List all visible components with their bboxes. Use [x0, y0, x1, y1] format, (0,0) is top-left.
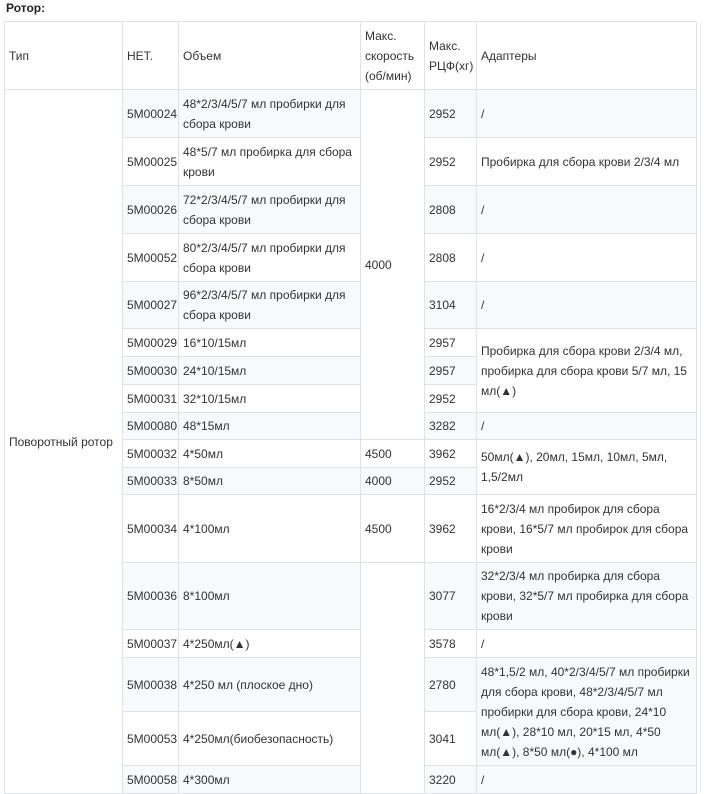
- header-adapters: Адаптеры: [477, 22, 697, 90]
- rcf-cell: 3041: [425, 712, 477, 766]
- rcf-cell: 3962: [425, 495, 477, 563]
- volume-cell: 8*100мл: [179, 563, 361, 630]
- rcf-cell: 3077: [425, 563, 477, 630]
- volume-cell: 4*250мл(биобезопасность): [179, 712, 361, 766]
- rcf-cell: 2808: [425, 234, 477, 282]
- speed-cell: 4500: [361, 440, 425, 468]
- ref-cell: 5M00024: [123, 90, 179, 138]
- ref-cell: 5M00058: [123, 766, 179, 794]
- adapter-cell: /: [477, 282, 697, 329]
- rcf-cell: 3282: [425, 413, 477, 440]
- adapter-cell: /: [477, 413, 697, 440]
- ref-cell: 5M00052: [123, 234, 179, 282]
- adapter-cell: 48*1,5/2 мл, 40*2/3/4/5/7 мл пробирки для сбора крови, 48*2/3/4/5/7 мл пробирки для сбора крови, 24*10 мл(▲), 28*10 мл, 20*15 мл, 4*50 мл(▲), 8*50 мл(●), 4*100 мл: [477, 658, 697, 766]
- header-ref: НЕТ.: [123, 22, 179, 90]
- volume-cell: 4*250мл(▲): [179, 630, 361, 658]
- ref-cell: 5M00025: [123, 138, 179, 186]
- volume-cell: 96*2/3/4/5/7 мл пробирки для сбора крови: [179, 282, 361, 329]
- speed-cell: 4000: [361, 90, 425, 440]
- ref-cell: 5M00031: [123, 385, 179, 413]
- ref-cell: 5M00027: [123, 282, 179, 329]
- table-row: [5, 90, 697, 138]
- rotor-table: [4, 21, 697, 794]
- ref-cell: 5M00030: [123, 357, 179, 385]
- adapter-cell: /: [477, 630, 697, 658]
- rcf-cell: 2957: [425, 329, 477, 357]
- table-header-row: [5, 22, 697, 90]
- volume-cell: 48*2/3/4/5/7 мл пробирки для сбора крови: [179, 90, 361, 138]
- speed-cell-empty: [361, 563, 425, 794]
- volume-cell: 4*100мл: [179, 495, 361, 563]
- speed-cell: 4000: [361, 468, 425, 495]
- volume-cell: 72*2/3/4/5/7 мл пробирки для сбора крови: [179, 186, 361, 234]
- ref-cell: 5M00029: [123, 329, 179, 357]
- scrollbar[interactable]: [700, 21, 711, 793]
- rcf-cell: 2952: [425, 385, 477, 413]
- ref-cell: 5M00053: [123, 712, 179, 766]
- adapter-cell: /: [477, 766, 697, 794]
- header-type: Тип: [5, 22, 123, 90]
- adapter-cell: 50мл(▲), 20мл, 15мл, 10мл, 5мл, 1,5/2мл: [477, 440, 697, 495]
- adapter-cell: Пробирка для сбора крови 2/3/4 мл, пробирка для сбора крови 5/7 мл, 15 мл(▲): [477, 329, 697, 413]
- adapter-cell: /: [477, 90, 697, 138]
- rcf-cell: 2957: [425, 357, 477, 385]
- volume-cell: 16*10/15мл: [179, 329, 361, 357]
- rcf-cell: 2952: [425, 468, 477, 495]
- rcf-cell: 2808: [425, 186, 477, 234]
- volume-cell: 24*10/15мл: [179, 357, 361, 385]
- rcf-cell: 3578: [425, 630, 477, 658]
- ref-cell: 5M00038: [123, 658, 179, 712]
- ref-cell: 5M00032: [123, 440, 179, 468]
- volume-cell: 4*250 мл (плоское дно): [179, 658, 361, 712]
- rcf-cell: 3104: [425, 282, 477, 329]
- header-volume: Объем: [179, 22, 361, 90]
- ref-cell: 5M00033: [123, 468, 179, 495]
- ref-cell: 5M00080: [123, 413, 179, 440]
- volume-cell: 8*50мл: [179, 468, 361, 495]
- rcf-cell: 2952: [425, 90, 477, 138]
- adapter-cell: 16*2/3/4 мл пробирок для сбора крови, 16*5/7 мл пробирок для сбора крови: [477, 495, 697, 563]
- ref-cell: 5M00034: [123, 495, 179, 563]
- volume-cell: 48*15мл: [179, 413, 361, 440]
- volume-cell: 80*2/3/4/5/7 мл пробирки для сбора крови: [179, 234, 361, 282]
- rcf-cell: 3220: [425, 766, 477, 794]
- ref-cell: 5M00026: [123, 186, 179, 234]
- ref-cell: 5M00036: [123, 563, 179, 630]
- header-max-speed: Макс. скорость (об/мин): [361, 22, 425, 90]
- adapter-cell: /: [477, 186, 697, 234]
- adapter-cell: 32*2/3/4 мл пробирка для сбора крови, 32*5/7 мл пробирка для сбора крови: [477, 563, 697, 630]
- adapter-cell: /: [477, 234, 697, 282]
- rcf-cell: 3962: [425, 440, 477, 468]
- rotor-type-cell: Поворотный ротор: [5, 90, 123, 794]
- header-max-rcf: Макс. РЦФ(хг): [425, 22, 477, 90]
- volume-cell: 4*50мл: [179, 440, 361, 468]
- volume-cell: 4*300мл: [179, 766, 361, 794]
- rcf-cell: 2952: [425, 138, 477, 186]
- ref-cell: 5M00037: [123, 630, 179, 658]
- section-title: Ротор:: [6, 1, 46, 15]
- volume-cell: 48*5/7 мл пробирка для сбора крови: [179, 138, 361, 186]
- adapter-cell: Пробирка для сбора крови 2/3/4 мл: [477, 138, 697, 186]
- speed-cell: 4500: [361, 495, 425, 563]
- rcf-cell: 2780: [425, 658, 477, 712]
- volume-cell: 32*10/15мл: [179, 385, 361, 413]
